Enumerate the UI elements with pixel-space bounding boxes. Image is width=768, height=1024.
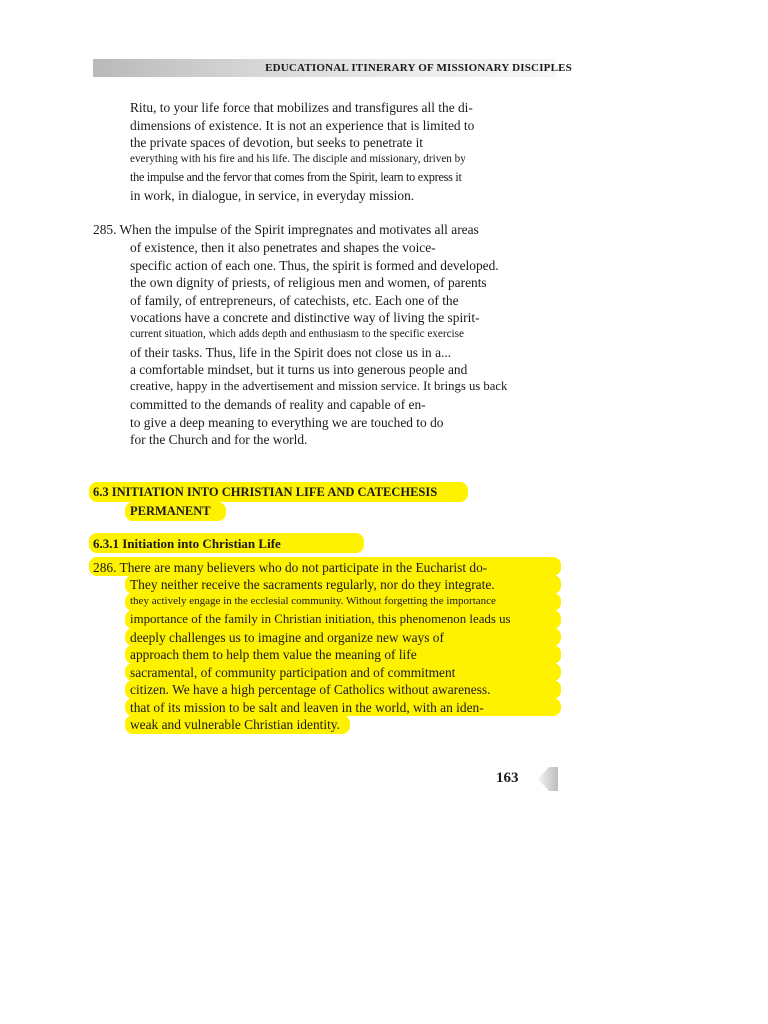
text-line: committed to the demands of reality and capable of en- bbox=[130, 397, 426, 412]
text-line: creative, happy in the advertisement and mission service. It brings us back bbox=[130, 379, 508, 393]
text-line: they actively engage in the ecclesial community. Without forgetting the importance bbox=[130, 595, 496, 607]
text-line: the private spaces of devotion, but seeks to penetrate it bbox=[130, 135, 424, 150]
text-line: 285. When the impulse of the Spirit impregnates and motivates all areas bbox=[93, 222, 479, 237]
section-heading-line: 6.3 INITIATION INTO CHRISTIAN LIFE AND CATECHESIS bbox=[93, 485, 438, 499]
text-line: in work, in dialogue, in service, in everyday mission. bbox=[130, 188, 415, 203]
text-line: of family, of entrepreneurs, of catechists, etc. Each one of the bbox=[130, 293, 459, 308]
subsection-heading: 6.3.1 Initiation into Christian Life bbox=[93, 536, 281, 551]
text-line: deeply challenges us to imagine and organize new ways of bbox=[130, 630, 444, 645]
text-line: for the Church and for the world. bbox=[130, 432, 308, 447]
text-line: importance of the family in Christian initiation, this phenomenon leads us bbox=[130, 612, 511, 626]
text-line: of existence, then it also penetrates and shapes the voice- bbox=[130, 240, 436, 255]
text-line: the impulse and the fervor that comes from the Spirit, learn to express it bbox=[130, 170, 462, 184]
text-line: specific action of each one. Thus, the spirit is formed and developed. bbox=[130, 258, 499, 273]
text-line: the own dignity of priests, of religious men and women, of parents bbox=[130, 275, 487, 290]
text-line: citizen. We have a high percentage of Catholics without awareness. bbox=[130, 682, 491, 697]
text-line: vocations have a concrete and distinctive way of living the spirit- bbox=[130, 310, 480, 325]
text-line: current situation, which adds depth and enthusiasm to the specific exercise bbox=[130, 328, 464, 340]
page-number: 163 bbox=[496, 770, 519, 786]
running-header-title: EDUCATIONAL ITINERARY OF MISSIONARY DISCIPLES bbox=[265, 62, 572, 74]
text-line: 286. There are many believers who do not participate in the Eucharist do- bbox=[93, 560, 488, 575]
text-line: Ritu, to your life force that mobilizes and transfigures all the di- bbox=[130, 100, 473, 115]
text-line: They neither receive the sacraments regularly, nor do they integrate. bbox=[130, 577, 495, 592]
text-line: dimensions of existence. It is not an experience that is limited to bbox=[130, 118, 475, 133]
text-line: approach them to help them value the meaning of life bbox=[130, 647, 417, 662]
text-line: that of its mission to be salt and leaven in the world, with an iden- bbox=[130, 700, 484, 715]
text-line: to give a deep meaning to everything we are touched to do bbox=[130, 415, 444, 430]
text-line: weak and vulnerable Christian identity. bbox=[130, 717, 340, 732]
text-line: of their tasks. Thus, life in the Spirit does not close us in a... bbox=[130, 345, 452, 360]
page-turn-arrow-icon bbox=[536, 765, 560, 793]
section-heading-line: PERMANENT bbox=[130, 504, 211, 518]
text-line: a comfortable mindset, but it turns us into generous people and bbox=[130, 362, 468, 377]
text-line: sacramental, of community participation and of commitment bbox=[130, 665, 456, 680]
text-line: everything with his fire and his life. The disciple and missionary, driven by bbox=[130, 153, 466, 165]
running-header bbox=[93, 59, 572, 77]
